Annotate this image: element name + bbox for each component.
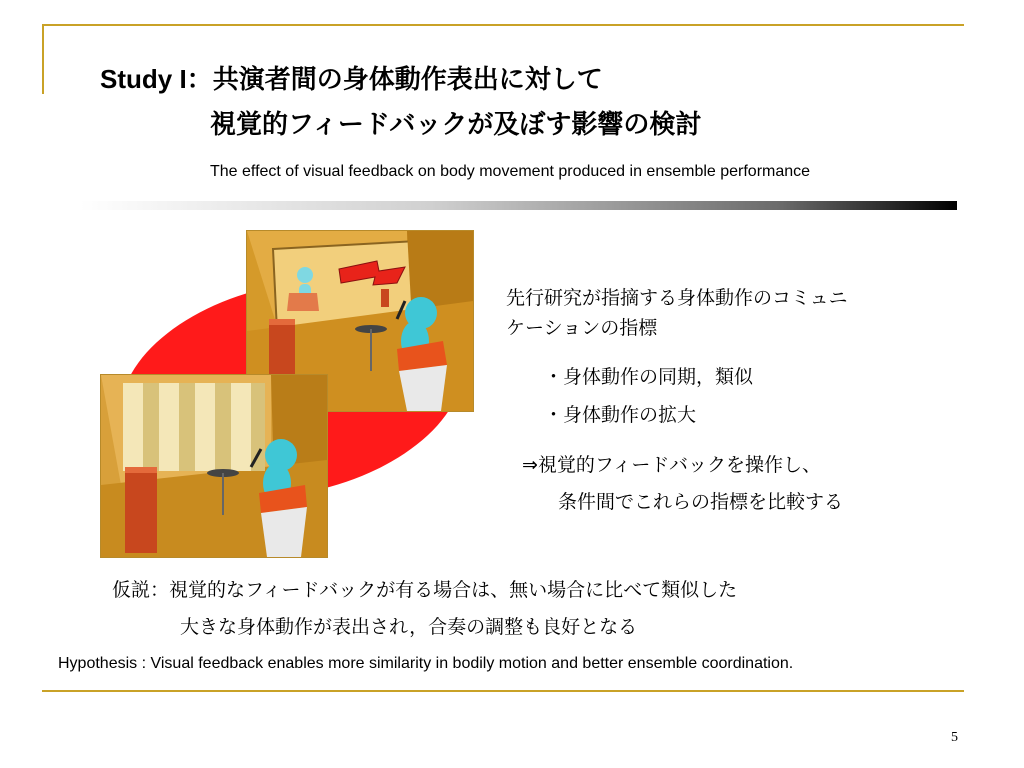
slide-title (100, 60, 603, 99)
bullet-expansion: ・身体動作の拡大 (544, 404, 697, 426)
hypothesis-line1: 仮説：視覚的なフィードバックが有る場合は、無い場合に比べて類似した (112, 579, 738, 601)
left-rule (42, 24, 44, 94)
arrow-line2: 条件間でこれらの指標を比較する (558, 491, 844, 513)
scene-with-curtain (100, 374, 328, 558)
intro-line2: ケーションの指標 (506, 317, 658, 339)
bullet-sync: ・身体動作の同期，類似 (544, 366, 754, 388)
title-line1: 共演者間の身体動作表出に対して (212, 65, 603, 95)
hypothesis-line2: 大きな身体動作が表出され，合奏の調整も良好となる (180, 616, 638, 638)
study-label: Study I (100, 64, 187, 94)
bottom-rule (42, 690, 964, 692)
curtain-folds (123, 383, 265, 471)
hypothesis-english: Hypothesis : Visual feedback enables more similarity in bodily motion and better ensemble coordination. (58, 655, 794, 672)
scene-curtain-illustration (101, 375, 327, 557)
title-line2: 視覚的フィードバックが及ぼす影響の検討 (210, 110, 702, 140)
title-colon: ： (186, 65, 213, 95)
top-rule (42, 24, 964, 26)
intro-text (506, 283, 848, 343)
subtitle-english: The effect of visual feedback on body movement produced in ensemble performance (210, 163, 811, 180)
gradient-divider (80, 201, 957, 210)
page-number: 5 (951, 730, 958, 745)
arrow-line1: ⇒視覚的フィードバックを操作し、 (522, 454, 822, 476)
intro-line1: 先行研究が指摘する身体動作のコミュニ (506, 287, 848, 309)
